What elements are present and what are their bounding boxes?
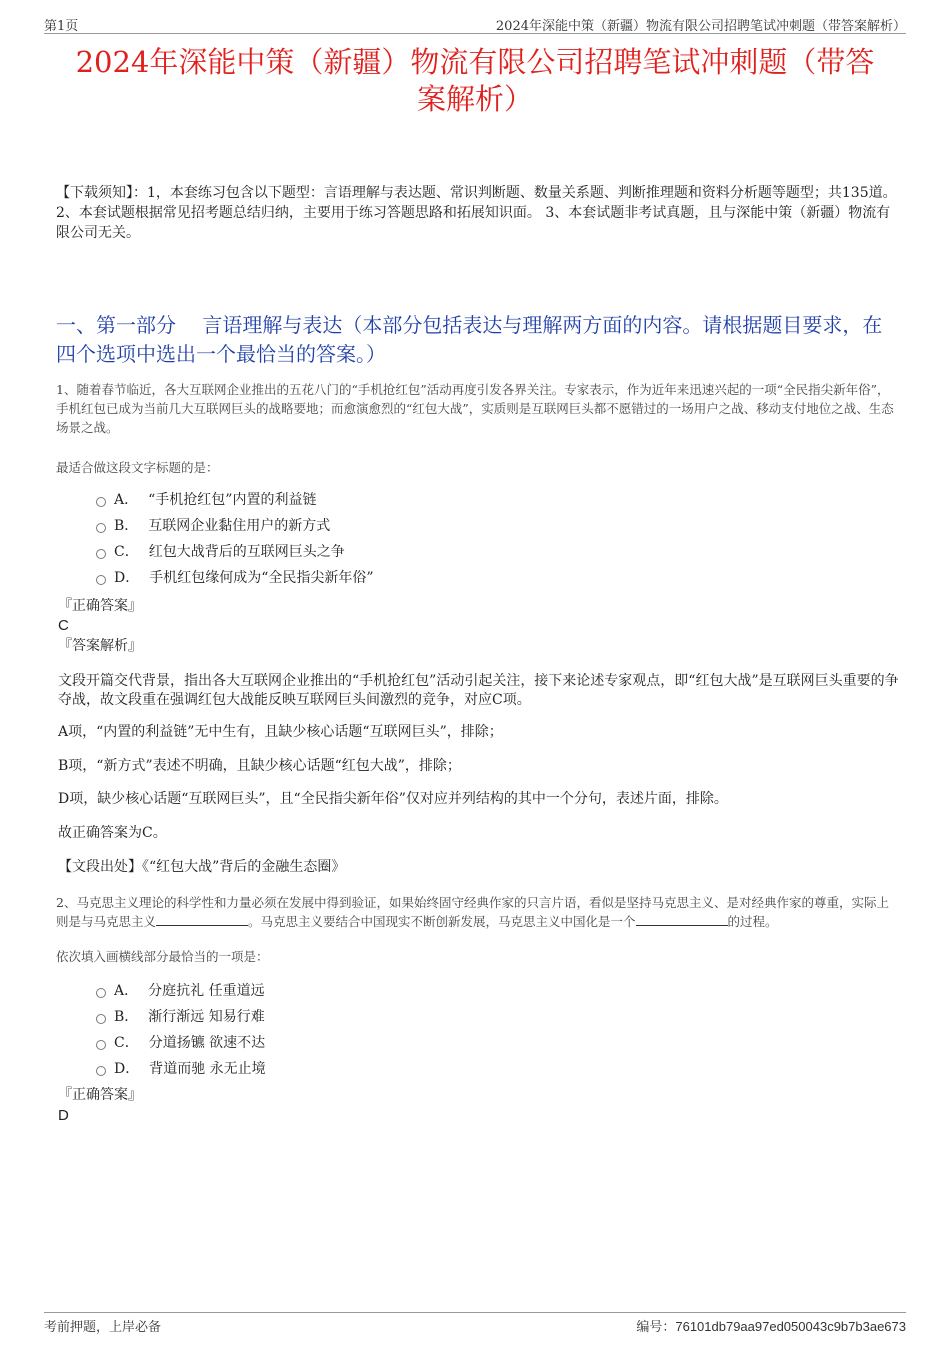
question-1-answer: C bbox=[58, 617, 69, 634]
question-1-option-b[interactable]: B． 互联网企业黏住用户的新方式 bbox=[96, 516, 330, 536]
question-2-option-b[interactable]: B． 渐行渐远 知易行难 bbox=[96, 1007, 265, 1027]
question-1-option-a[interactable]: A． “手机抢红包”内置的利益链 bbox=[96, 490, 316, 510]
question-1-stem: 1、随着春节临近，各大互联网企业推出的五花八门的“手机抢红包”活动再度引发各界关注。专家表示，作为近年来迅速兴起的一项“全民指尖新年俗”，手机红包已成为当前几大互联网巨头的战略要地；而愈演愈烈的“红包大战”，实质则是互联网巨头都不愿错过的一场用户之战、移动支付地位之战、生态场景之战。 bbox=[56, 382, 894, 435]
radio-icon[interactable] bbox=[96, 1040, 106, 1050]
question-2-option-c[interactable]: C． 分道扬镳 欲速不达 bbox=[96, 1033, 265, 1053]
fill-blank bbox=[636, 913, 728, 926]
radio-icon[interactable] bbox=[96, 575, 106, 585]
document-title-line1: 2024年深能中策（新疆）物流有限公司招聘笔试冲刺题（带答 bbox=[75, 45, 875, 79]
page-header bbox=[44, 13, 906, 34]
question-1-analysis-para: 故正确答案为C。 bbox=[58, 825, 167, 841]
radio-icon[interactable] bbox=[96, 1014, 106, 1024]
question-2-answer-label: 『正确答案』 bbox=[58, 1087, 142, 1103]
document-title bbox=[44, 44, 906, 118]
question-2-stem: 2、马克思主义理论的科学性和力量必须在发展中得到验证，如果始终固守经典作家的只言片语，看似是坚持马克思主义、是对经典作家的尊重，实际上则是与马克思主义 。马克思主义要结合中国现实不断创新发展，马克思主义中国化是一个 的过程。 bbox=[56, 895, 889, 929]
question-2-prompt: 依次填入画横线部分最恰当的一项是： bbox=[56, 949, 269, 964]
question-2-answer: D bbox=[58, 1107, 69, 1124]
question-1-analysis-para: A项，“内置的利益链”无中生有，且缺少核心话题“互联网巨头”，排除； bbox=[58, 724, 503, 740]
question-1-option-d[interactable]: D． 手机红包缘何成为“全民指尖新年俗” bbox=[96, 568, 374, 588]
section-heading: 一、第一部分 言语理解与表达（本部分包括表达与理解两方面的内容。请根据题目要求，在四个选项中选出一个最恰当的答案。） bbox=[56, 313, 883, 366]
question-1-prompt: 最适合做这段文字标题的是： bbox=[56, 460, 219, 475]
question-2-option-d[interactable]: D． 背道而驰 永无止境 bbox=[96, 1059, 266, 1079]
page-footer bbox=[44, 1312, 906, 1335]
footer-code: 编号：76101db79aa97ed050043c9b7b3ae673 bbox=[636, 1319, 906, 1335]
radio-icon[interactable] bbox=[96, 1066, 106, 1076]
question-1-source: 【文段出处】《“红包大战”背后的金融生态圈》 bbox=[58, 859, 346, 875]
fill-blank bbox=[156, 913, 248, 926]
radio-icon[interactable] bbox=[96, 523, 106, 533]
question-1-answer-label: 『正确答案』 bbox=[58, 598, 142, 614]
page-number: 第1页 bbox=[44, 19, 79, 34]
question-1-analysis-para: 文段开篇交代背景，指出各大互联网企业推出的“手机抢红包”活动引起关注，接下来论述专家观点，即“红包大战”是互联网巨头重要的争夺战，故文段重在强调红包大战能反映互联网巨头间激烈的竞争，对应C项。 bbox=[58, 673, 899, 708]
question-1-analysis-para: D项，缺少核心话题“互联网巨头”，且“全民指尖新年俗”仅对应并列结构的其中一个分句，表述片面，排除。 bbox=[58, 791, 728, 807]
question-1-option-c[interactable]: C． 红包大战背后的互联网巨头之争 bbox=[96, 542, 345, 562]
radio-icon[interactable] bbox=[96, 988, 106, 998]
download-notice: 【下载须知】：1，本套练习包含以下题型：言语理解与表达题、常识判断题、数量关系题、判断推理题和资料分析题等题型；共135道。 2、本套试题根据常见招考题总结归纳，主要用于练习答题思路和拓展知识面。 3、本套试题非考试真题，且与深能中策（新疆）物流有限公司无关。 bbox=[56, 185, 897, 241]
question-1-analysis-label: 『答案解析』 bbox=[58, 638, 142, 654]
question-1-analysis-para: B项，“新方式”表述不明确，且缺少核心话题“红包大战”，排除； bbox=[58, 758, 461, 774]
document-title-line2: 案解析） bbox=[416, 82, 533, 116]
question-2-option-a[interactable]: A． 分庭抗礼 任重道远 bbox=[96, 981, 265, 1001]
footer-slogan: 考前押题，上岸必备 bbox=[44, 1320, 162, 1335]
radio-icon[interactable] bbox=[96, 497, 106, 507]
header-doc-name: 2024年深能中策（新疆）物流有限公司招聘笔试冲刺题（带答案解析） bbox=[495, 19, 906, 34]
radio-icon[interactable] bbox=[96, 549, 106, 559]
